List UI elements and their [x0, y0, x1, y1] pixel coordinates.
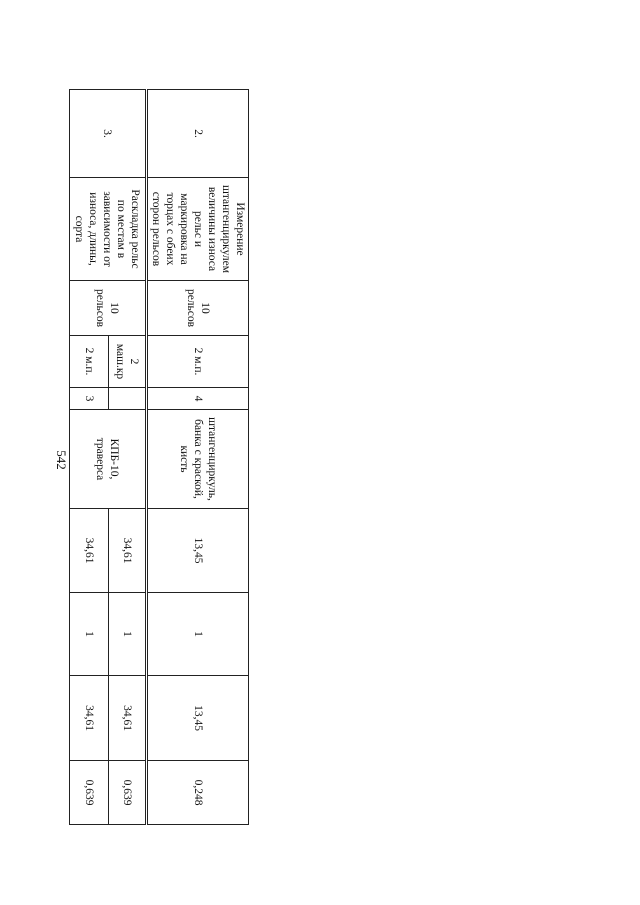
rotated-table	[73, 89, 249, 824]
volume-unit: рельсов	[94, 288, 107, 328]
crew-a-count: 2	[128, 358, 140, 365]
coef-cell	[70, 593, 147, 676]
row-number: 2.	[147, 90, 249, 178]
crew-sub-a	[108, 336, 145, 387]
tools-cell	[147, 410, 249, 509]
tools-line: траверса	[94, 437, 107, 481]
table-row	[70, 90, 147, 825]
tools-cell	[70, 410, 147, 509]
volume-value: 10	[108, 302, 121, 314]
work-norms-table	[69, 89, 249, 825]
operation-line: сорта	[73, 215, 86, 243]
operation-line: сторон рельсов	[150, 191, 162, 267]
volume-value: 10	[199, 302, 211, 314]
count-cell: 4	[147, 388, 249, 410]
total-cell: 13,45	[147, 676, 249, 761]
tools-line: КПБ-10,	[108, 438, 121, 480]
tools-line: кисть	[178, 445, 190, 473]
count-cell	[70, 388, 147, 410]
operation-line: торцах с обеих	[164, 192, 176, 266]
norm-cell	[70, 509, 147, 593]
index-sub-b: 0,639	[83, 779, 95, 806]
total-sub-b: 34,61	[83, 705, 95, 731]
crew-cell	[70, 336, 147, 388]
operation-line: рельс и	[192, 211, 204, 247]
tools-line: штангенциркуль,	[206, 417, 218, 501]
count-sub-b: 3	[83, 395, 95, 402]
crew-cell: 2 м.п.	[147, 336, 249, 388]
operation-line: Раскладка рельс	[129, 189, 142, 269]
operation-cell	[70, 178, 147, 281]
volume-unit: рельсов	[185, 288, 197, 328]
table-row	[147, 90, 249, 825]
page-number: 542	[54, 450, 69, 470]
total-cell	[70, 676, 147, 761]
crew-a-role: маш.кр	[114, 343, 126, 380]
operation-cell	[147, 178, 249, 281]
index-cell	[70, 761, 147, 825]
index-sub-a: 0,639	[108, 761, 145, 824]
norm-sub-a: 34,61	[108, 509, 145, 592]
row-number: 3.	[70, 90, 147, 178]
norm-cell: 13,45	[147, 509, 249, 593]
coef-sub-a: 1	[108, 593, 145, 675]
operation-line: Измерение	[234, 202, 246, 256]
total-sub-a: 34,61	[108, 676, 145, 760]
index-cell: 0,248	[147, 761, 249, 825]
count-sub-a	[108, 388, 145, 409]
operation-line: маркировка на	[178, 193, 190, 265]
volume-cell	[70, 281, 147, 336]
operation-line: штангенциркулем	[220, 185, 232, 273]
tools-line: банка с краской,	[192, 419, 204, 499]
coef-cell: 1	[147, 593, 249, 676]
operation-line: зависимости от	[101, 191, 114, 267]
crew-sub-b: 2 м.п.	[83, 347, 95, 376]
operation-line: величины износа	[206, 186, 218, 272]
page-number-wrap	[52, 450, 70, 470]
operation-line: износа, длины,	[87, 192, 100, 266]
volume-cell	[147, 281, 249, 336]
norm-sub-b: 34,61	[83, 537, 95, 564]
coef-sub-b: 1	[83, 631, 95, 637]
operation-line: по местам в	[115, 199, 128, 259]
